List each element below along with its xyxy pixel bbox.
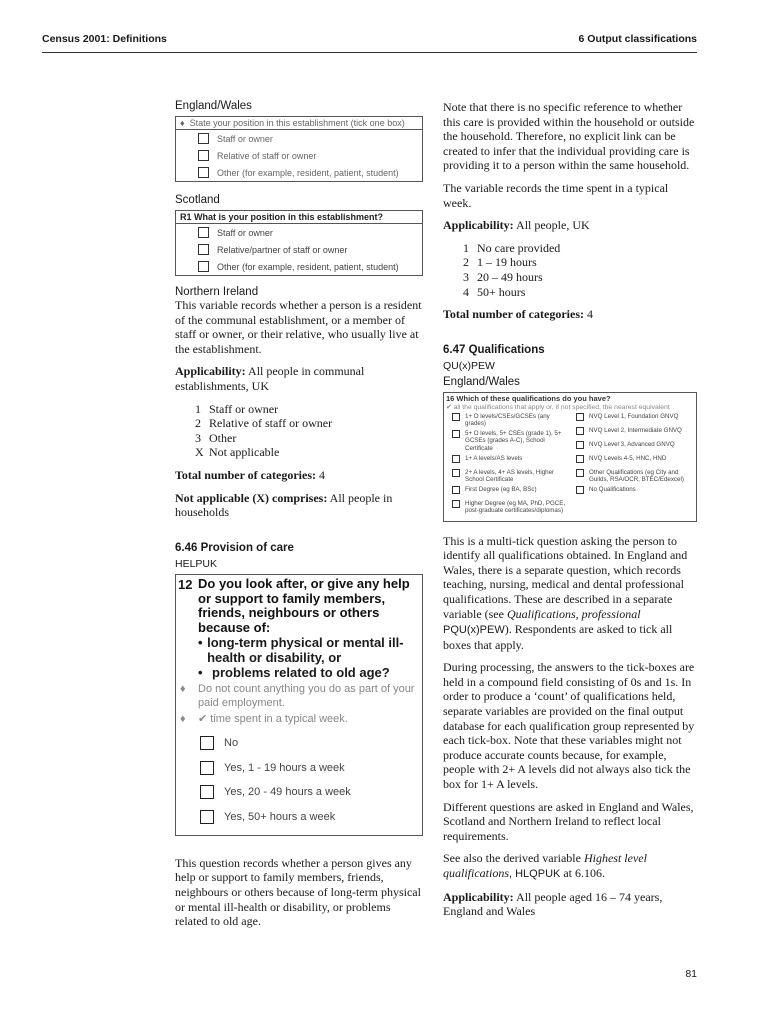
bullet-text: long-term physical or mental ill-health or disability, or (207, 634, 404, 665)
applicability-label: Applicability: (443, 889, 514, 904)
question-text: Do you look after, or give any help or support to family members, friends, neighbours or others because of: (198, 575, 410, 636)
processing-description: During processing, the answers to the tick-boxes are held in a compound field consisting of 0s and 1s. In order to produce a ‘count’ of qualifications held, separate variables are provided on the final output database for each qualification group represented by each tick-box. Note that these variables might not produce accurate counts because, for example, people with 2+ A levels did not always also tick the box for 1+ A levels. (443, 660, 695, 792)
care-note (176, 683, 422, 710)
na-label: Not applicable (X) comprises: (175, 490, 328, 505)
ew-option (176, 130, 422, 147)
qual-item-label: NVQ Level 1, Foundation GNVQ (589, 412, 679, 420)
ew-form-header: ♦ State your position in this establishment (tick one box) (176, 117, 422, 130)
checkbox-icon (200, 736, 214, 750)
checkbox-icon (576, 455, 584, 463)
category-code: 3 (195, 430, 201, 445)
ew-form-header-text: State your position in this establishment (tick one box) (189, 118, 405, 128)
diamond-icon: ♦ (180, 713, 186, 726)
header-chapter: 6 Output classifications (578, 33, 697, 45)
page-number: 81 (685, 968, 697, 980)
ew-option-label: Staff or owner (217, 133, 273, 144)
regional-questions-note: Different questions are asked in England and Wales, Scotland and Northern Ireland to reflect local requirements. (443, 799, 694, 843)
qual-item-label: Higher Degree (eg MA, PhD, PGCE, post-graduate certificates/diplomas) (465, 500, 566, 515)
question-bullet (198, 666, 422, 681)
qual-item-label: 5+ O levels, 5+ CSEs (grade 1), 5+ GCSEs (grades A-C), School Certificate (465, 430, 562, 452)
category-list (463, 241, 697, 299)
sc-option-label: Staff or owner (217, 227, 273, 238)
p3-text-b: ). Respondents are asked to tick all boxes that apply. (443, 622, 673, 652)
see-also-note (443, 851, 697, 881)
question-number: 12 (178, 576, 193, 592)
checkbox-icon (200, 785, 214, 799)
sc-option (176, 224, 422, 241)
sc-form-header: R1 What is your position in this establishment? (176, 211, 422, 224)
care-question (176, 577, 422, 681)
total-value: 4 (583, 307, 593, 322)
checkbox-icon (198, 261, 209, 272)
ew-option-label: Relative of staff or owner (217, 150, 317, 161)
p3-italic: Qualifications, professional (506, 606, 641, 621)
total-categories (443, 307, 697, 322)
list-item (463, 285, 697, 300)
qualifications-form (443, 392, 697, 522)
qual-form-header: 16 Which of these qualifications do you have? (446, 393, 611, 403)
applicability-text: All people, UK (513, 218, 590, 233)
variable-code-helpuk: HELPUK (175, 557, 218, 570)
checkbox-icon (198, 167, 209, 178)
qual-item-label: First Degree (eg BA, BSc) (465, 486, 537, 494)
category-label: Relative of staff or owner (209, 416, 333, 431)
qual-column-left (446, 413, 570, 518)
category-code: 1 (463, 240, 469, 255)
qual-item-label: 2+ A levels, 4+ AS levels, Higher School Certificate (465, 468, 555, 483)
category-label: 20 – 49 hours (477, 269, 543, 284)
qual-item (570, 413, 694, 424)
qual-grid (446, 413, 694, 518)
checkbox-icon (452, 430, 460, 438)
applicability-text: All people aged 16 – 74 years, England and Wales (443, 889, 663, 919)
section-title-care: 6.46 Provision of care (175, 541, 294, 554)
applicability-qualifications (443, 890, 697, 919)
checkbox-icon (576, 441, 584, 449)
qual-item (570, 455, 694, 466)
checkbox-icon (200, 810, 214, 824)
category-label: Not applicable (209, 445, 280, 460)
p6-text-b: at 6.106. (560, 866, 606, 881)
qual-item-label: No Qualifications (589, 486, 636, 494)
list-item (195, 445, 423, 460)
section-title-qualifications: 6.47 Qualifications (443, 343, 545, 356)
care-question-form (175, 574, 423, 836)
category-code: 1 (195, 401, 201, 416)
qual-item-label: NVQ Level 2, Intermediate GNVQ (589, 426, 682, 434)
checkbox-icon (452, 500, 460, 508)
care-option (176, 804, 422, 829)
ew-option (176, 164, 422, 181)
qual-item-label: NVQ Levels 4-5, HNC, HND (589, 454, 667, 462)
not-applicable-note (175, 491, 423, 520)
sc-option (176, 258, 422, 275)
category-label: No care provided (477, 240, 561, 255)
category-label: Staff or owner (209, 401, 279, 416)
qual-item-label: 1+ O levels/CSEs/GCSEs (any grades) (465, 412, 550, 427)
care-option (176, 780, 422, 805)
qual-column-right (570, 413, 694, 518)
question-bullet (198, 636, 422, 666)
category-label: 1 – 19 hours (477, 255, 537, 270)
sc-option-label: Relative/partner of staff or owner (217, 244, 348, 255)
region-label-england-wales: England/Wales (175, 100, 252, 112)
qual-item (446, 430, 570, 452)
category-code: 4 (463, 284, 469, 299)
applicability (175, 364, 423, 393)
qual-item (446, 469, 570, 483)
sc-position-form (175, 210, 423, 276)
qual-item-label: Other Qualifications (eg City and Guilds, RSA/OCR, BTEC/Edexcel) (589, 468, 684, 483)
bullet-icon: • (198, 634, 203, 650)
variable-code-qualifications: QU(x)PEW (443, 359, 495, 372)
p6-italic: Highest level qualifications (443, 851, 647, 881)
category-code: 2 (195, 416, 201, 431)
category-code: X (195, 445, 204, 460)
qual-item (446, 455, 570, 466)
qual-form-subheader: ✔ all the qualifications that apply or, if not specified, the nearest equivalent (446, 403, 670, 411)
qual-item-label: 1+ A levels/AS levels (465, 454, 523, 462)
applicability (443, 218, 697, 233)
checkbox-icon (576, 413, 584, 421)
right-column (443, 100, 697, 927)
care-option-label: No (224, 737, 239, 750)
care-option-label: Yes, 1 - 19 hours a week (224, 761, 345, 774)
list-item (195, 431, 423, 446)
note-text: ✔ time spent in a typical week. (198, 713, 348, 726)
note-text: Do not count anything you do as part of your paid employment. (198, 683, 415, 709)
applicability-label: Applicability: (175, 364, 246, 379)
header-title: Census 2001: Definitions (42, 33, 167, 45)
residence-description: This variable records whether a person is a resident of the communal establishment, or a member of staff or owner, or their relative, who usually live at the establishment. (175, 298, 422, 356)
p6-code: , HLQPUK (509, 868, 561, 881)
checkbox-icon (198, 150, 209, 161)
na-text: All people in households (175, 490, 393, 520)
care-option-label: Yes, 50+ hours a week (224, 810, 336, 823)
ew-position-form (175, 116, 423, 182)
applicability-text: All people in communal establishments, UK (175, 364, 365, 393)
total-categories (175, 468, 423, 483)
checkbox-icon (452, 455, 460, 463)
care-location-note: Note that there is no specific reference to whether this care is provided within the household or outside the household. Therefore, no explicit link can be created to infer that the individual providing care is providing it to a person within the same household. (443, 100, 695, 173)
qual-item (570, 469, 694, 483)
ew-option (176, 147, 422, 164)
checkbox-icon (452, 486, 460, 494)
region-label-scotland: Scotland (175, 194, 220, 206)
qual-item (570, 486, 694, 497)
sc-option (176, 241, 422, 258)
category-code: 2 (463, 255, 469, 270)
checkbox-icon (198, 244, 209, 255)
bullet-icon: • (198, 664, 203, 680)
bullet-text: problems related to old age? (212, 664, 390, 680)
qual-item (570, 427, 694, 438)
checkbox-icon (576, 486, 584, 494)
total-label: Total number of categories: (443, 307, 584, 322)
region-label-northern-ireland: Northern Ireland (175, 286, 259, 298)
total-label: Total number of categories: (175, 467, 316, 482)
diamond-icon: ♦ (180, 683, 186, 696)
category-label: 50+ hours (477, 284, 526, 299)
checkbox-icon (576, 427, 584, 435)
list-item (195, 416, 423, 431)
multi-tick-description (443, 534, 697, 653)
p3-text-a: This is a multi-tick question asking the person to identify all qualifications obtained. In England and Wales, there is a separate question, which records teaching, nursing, medical and dental professional qualifications. These are described in a separate variable (see (443, 533, 688, 621)
p6-text-a: See also the derived variable (443, 851, 584, 866)
checkbox-icon (200, 761, 214, 775)
category-list (195, 402, 423, 460)
qual-item (446, 413, 570, 427)
ew-option-label: Other (for example, resident, patient, student) (217, 167, 399, 178)
region-label-england-wales: England/Wales (443, 375, 520, 388)
left-column (175, 100, 423, 937)
sc-option-label: Other (for example, resident, patient, student) (217, 261, 399, 272)
checkbox-icon (452, 413, 460, 421)
care-option (176, 755, 422, 780)
checkbox-icon (198, 227, 209, 238)
page-header (42, 33, 697, 53)
care-description: This question records whether a person gives any help or support to family members, friends, neighbours or others because of long-term physical or mental ill-health or disability, or problems related to old age. (175, 855, 421, 929)
care-note (176, 713, 422, 727)
list-item (195, 402, 423, 417)
care-option (176, 731, 422, 756)
time-spent-note: The variable records the time spent in a typical week. (443, 180, 669, 210)
applicability-label: Applicability: (443, 218, 514, 233)
qual-item-label: NVQ Level 3, Advanced GNVQ (589, 440, 675, 448)
question-body (198, 577, 422, 681)
category-code: 3 (463, 269, 469, 284)
list-item (463, 241, 697, 256)
checkbox-icon (452, 469, 460, 477)
checkbox-icon (576, 469, 584, 477)
list-item (463, 270, 697, 285)
care-option-label: Yes, 20 - 49 hours a week (224, 786, 351, 799)
checkbox-icon (198, 133, 209, 144)
qual-item (446, 486, 570, 497)
list-item (463, 255, 697, 270)
p3-code: PQU(x)PEW (443, 624, 505, 637)
qual-item (570, 441, 694, 452)
total-value: 4 (315, 467, 325, 482)
qual-item (446, 500, 570, 514)
category-label: Other (209, 430, 237, 445)
